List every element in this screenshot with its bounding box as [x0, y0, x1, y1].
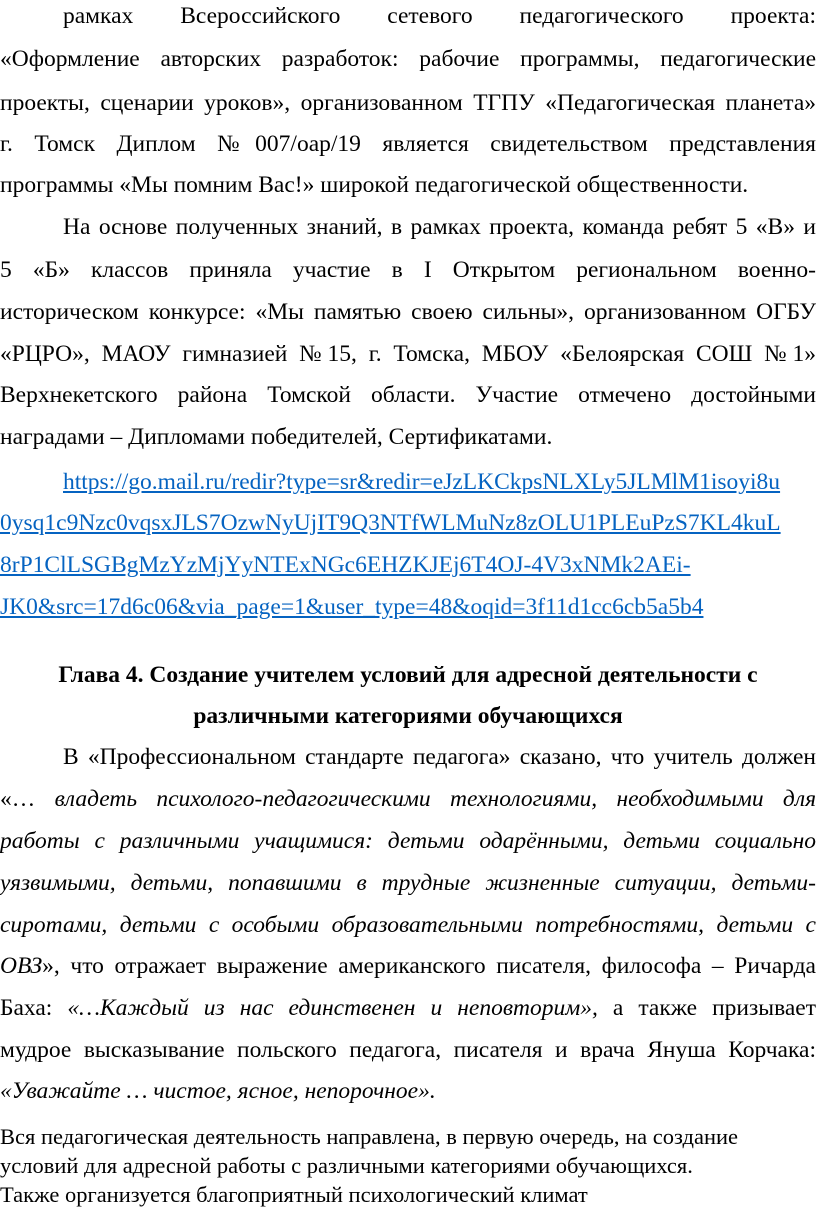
url-link[interactable]: JK0&src=17d6c06&via_page=1&user_type=48&oqid=3f11d1cc6cb5a5b4: [0, 594, 704, 620]
url-link[interactable]: https://go.mail.ru/redir?type=sr&redir=eJzLKCkpsNLXLy5JLMlM1isoyi8u: [63, 469, 781, 495]
quote-text: работы с различными учащимися: детьми одарёнными, детьми социально: [0, 828, 816, 854]
quote-open: «…: [0, 786, 36, 812]
url-link[interactable]: 8rP1ClLSGBgMzYzMjYyNTExNGc6EHZKJEj6T4OJ-4V3xNMk2AEi-: [0, 552, 691, 578]
paragraph-line: Вся педагогическая деятельность направлена, в первую очередь, на создание: [0, 1124, 739, 1149]
paragraph-line: г. Томск Диплом №007/оар/19 является свидетельством представления: [0, 131, 816, 157]
paragraph-line: Верхнекетского района Томской области. Участие отмечено достойными: [0, 382, 816, 408]
paragraph-line: историческом конкурсе: «Мы памятью своею сильны», организованном ОГБУ: [0, 299, 816, 325]
quote-text: сиротами, детьми с особыми образовательными потребностями, детьми с: [0, 912, 816, 938]
chapter-heading: различными категориями обучающихся: [193, 703, 623, 729]
paragraph-line: 5 «Б» классов приняла участие в I Открытом региональном военно-: [0, 257, 816, 283]
paragraph-line: В «Профессиональном стандарте педагога» сказано, что учитель должен: [63, 744, 816, 770]
paragraph-line: наградами – Дипломами победителей, Сертификатами.: [0, 424, 553, 450]
paragraph-text: », что отражает выражение американского писателя, философа – Ричарда: [42, 953, 816, 979]
quote-text: ОВЗ: [0, 953, 43, 979]
paragraph-line: программы «Мы помним Вас!» широкой педагогической общественности.: [0, 172, 749, 198]
paragraph-line: рамках Всероссийского сетевого педагогического проекта:: [63, 3, 816, 29]
paragraph-line: [0, 988, 816, 1028]
paragraph-line: На основе полученных знаний, в рамках проекта, команда ребят 5 «В» и: [63, 214, 816, 240]
chapter-heading: Глава 4. Создание учителем условий для адресной деятельности с: [58, 662, 758, 688]
paragraph-text: а также призывает: [612, 995, 816, 1021]
url-link[interactable]: 0ysq1c9Nzc0vqsxJLS7OzwNyUjIT9Q3NTfWLMuNz8zOLU1PLEuPzS7KL4kuL: [0, 510, 781, 536]
paragraph-line: проекты, сценарии уроков», организованном ТГПУ «Педагогическая планета»: [0, 90, 816, 116]
quote-text: владеть психолого-педагогическими технологиями, необходимыми для: [54, 786, 816, 812]
paragraph-line: Также организуется благоприятный психологический климат: [0, 1182, 588, 1207]
paragraph-line: мудрое высказывание польского педагога, писателя и врача Януша Корчака:: [0, 1037, 816, 1063]
paragraph-line: условий для адресной работы с различными категориями обучающихся.: [0, 1153, 693, 1178]
quote-text: «Уважайте … чистое, ясное, непорочное».: [0, 1078, 436, 1104]
paragraph-text: Баха:: [0, 995, 53, 1021]
paragraph-line: [0, 779, 816, 819]
quote-text: «…Каждый из нас единственен и неповторим»,: [67, 995, 598, 1021]
paragraph-line: «РЦРО», МАОУ гимназией №15, г. Томска, МБОУ «Белоярская СОШ №1»: [0, 341, 816, 367]
quote-text: уязвимыми, детьми, попавшими в трудные жизненные ситуации, детьми-: [0, 870, 816, 896]
paragraph-line: «Оформление авторских разработок: рабочие программы, педагогические: [0, 46, 816, 72]
paragraph-line: [0, 946, 816, 986]
